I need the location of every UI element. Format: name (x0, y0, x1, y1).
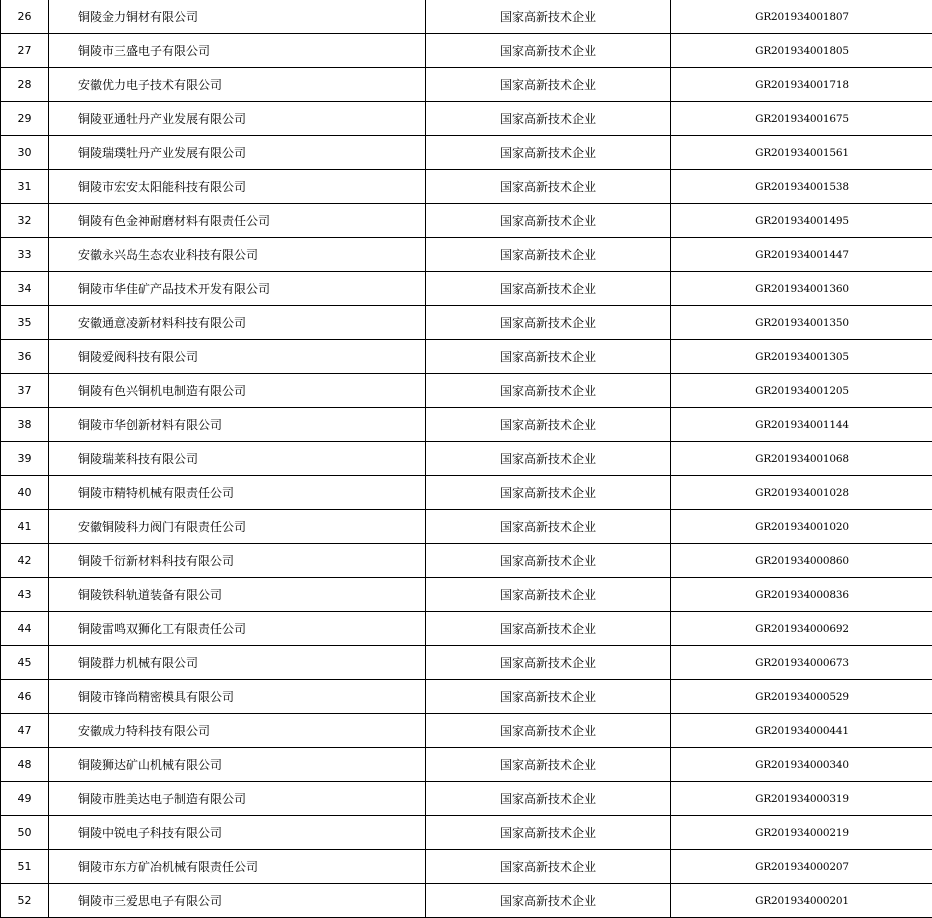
enterprise-type-cell: 国家高新技术企业 (426, 34, 671, 68)
certificate-number-cell: GR201934000860 (671, 544, 932, 578)
table-row (1, 136, 932, 170)
enterprise-type-cell: 国家高新技术企业 (426, 714, 671, 748)
company-name-cell: 铜陵市宏安太阳能科技有限公司 (49, 170, 426, 204)
certificate-number-cell: GR201934001028 (671, 476, 932, 510)
row-number-cell: 40 (1, 476, 49, 510)
certificate-number-cell: GR201934001068 (671, 442, 932, 476)
row-number-cell: 34 (1, 272, 49, 306)
table-row (1, 612, 932, 646)
certificate-number-cell: GR201934001360 (671, 272, 932, 306)
company-name-cell: 铜陵爱阀科技有限公司 (49, 340, 426, 374)
company-name-cell: 铜陵雷鸣双狮化工有限责任公司 (49, 612, 426, 646)
certificate-number-cell: GR201934001718 (671, 68, 932, 102)
enterprise-type-cell: 国家高新技术企业 (426, 272, 671, 306)
row-number-cell: 46 (1, 680, 49, 714)
certificate-number-cell: GR201934001020 (671, 510, 932, 544)
company-name-cell: 铜陵亚通牡丹产业发展有限公司 (49, 102, 426, 136)
table-row (1, 306, 932, 340)
table-row (1, 748, 932, 782)
table-row (1, 408, 932, 442)
company-name-cell: 铜陵市华佳矿产品技术开发有限公司 (49, 272, 426, 306)
row-number-cell: 38 (1, 408, 49, 442)
certificate-number-cell: GR201934001561 (671, 136, 932, 170)
company-name-cell: 铜陵瑞璞牡丹产业发展有限公司 (49, 136, 426, 170)
enterprise-type-cell: 国家高新技术企业 (426, 612, 671, 646)
row-number-cell: 29 (1, 102, 49, 136)
company-name-cell: 铜陵市三盛电子有限公司 (49, 34, 426, 68)
enterprise-type-cell: 国家高新技术企业 (426, 0, 671, 34)
enterprise-type-cell: 国家高新技术企业 (426, 680, 671, 714)
company-name-cell: 铜陵金力铜材有限公司 (49, 0, 426, 34)
row-number-cell: 41 (1, 510, 49, 544)
table-row (1, 850, 932, 884)
row-number-cell: 47 (1, 714, 49, 748)
table-row (1, 544, 932, 578)
certificate-number-cell: GR201934001305 (671, 340, 932, 374)
company-name-cell: 安徽铜陵科力阀门有限责任公司 (49, 510, 426, 544)
certificate-number-cell: GR201934000441 (671, 714, 932, 748)
enterprise-type-cell: 国家高新技术企业 (426, 578, 671, 612)
row-number-cell: 43 (1, 578, 49, 612)
certificate-number-cell: GR201934000201 (671, 884, 932, 918)
enterprise-type-cell: 国家高新技术企业 (426, 850, 671, 884)
table-row (1, 816, 932, 850)
table-row (1, 442, 932, 476)
enterprise-type-cell: 国家高新技术企业 (426, 136, 671, 170)
row-number-cell: 37 (1, 374, 49, 408)
certificate-number-cell: GR201934000207 (671, 850, 932, 884)
certificate-number-cell: GR201934001350 (671, 306, 932, 340)
table-row (1, 884, 932, 918)
table-row (1, 646, 932, 680)
enterprise-type-cell: 国家高新技术企业 (426, 306, 671, 340)
table-row (1, 578, 932, 612)
company-name-cell: 铜陵中锐电子科技有限公司 (49, 816, 426, 850)
company-name-cell: 安徽通意凌新材料科技有限公司 (49, 306, 426, 340)
enterprise-type-cell: 国家高新技术企业 (426, 102, 671, 136)
row-number-cell: 32 (1, 204, 49, 238)
certificate-number-cell: GR201934000319 (671, 782, 932, 816)
table-row (1, 714, 932, 748)
row-number-cell: 45 (1, 646, 49, 680)
table-row (1, 476, 932, 510)
company-name-cell: 铜陵狮达矿山机械有限公司 (49, 748, 426, 782)
certificate-number-cell: GR201934001495 (671, 204, 932, 238)
company-name-cell: 铜陵市三爱思电子有限公司 (49, 884, 426, 918)
certificate-number-cell: GR201934001538 (671, 170, 932, 204)
table-row (1, 34, 932, 68)
table-row (1, 204, 932, 238)
certificate-number-cell: GR201934001807 (671, 0, 932, 34)
company-name-cell: 铜陵有色金神耐磨材料有限责任公司 (49, 204, 426, 238)
company-name-cell: 铜陵市东方矿冶机械有限责任公司 (49, 850, 426, 884)
certificate-number-cell: GR201934000529 (671, 680, 932, 714)
row-number-cell: 39 (1, 442, 49, 476)
company-name-cell: 安徽优力电子技术有限公司 (49, 68, 426, 102)
company-name-cell: 铜陵市精特机械有限责任公司 (49, 476, 426, 510)
enterprise-type-cell: 国家高新技术企业 (426, 204, 671, 238)
table-row (1, 680, 932, 714)
enterprise-type-cell: 国家高新技术企业 (426, 170, 671, 204)
table-row (1, 0, 932, 34)
certificate-number-cell: GR201934001447 (671, 238, 932, 272)
table-row (1, 68, 932, 102)
row-number-cell: 50 (1, 816, 49, 850)
table-row (1, 340, 932, 374)
certificate-number-cell: GR201934000836 (671, 578, 932, 612)
certificate-number-cell: GR201934000340 (671, 748, 932, 782)
certificate-number-cell: GR201934001805 (671, 34, 932, 68)
company-name-cell: 铜陵群力机械有限公司 (49, 646, 426, 680)
row-number-cell: 35 (1, 306, 49, 340)
row-number-cell: 30 (1, 136, 49, 170)
row-number-cell: 42 (1, 544, 49, 578)
row-number-cell: 33 (1, 238, 49, 272)
enterprise-type-cell: 国家高新技术企业 (426, 646, 671, 680)
enterprise-type-cell: 国家高新技术企业 (426, 476, 671, 510)
row-number-cell: 48 (1, 748, 49, 782)
certificate-number-cell: GR201934000219 (671, 816, 932, 850)
enterprise-type-cell: 国家高新技术企业 (426, 374, 671, 408)
table-body (1, 0, 932, 918)
row-number-cell: 27 (1, 34, 49, 68)
table-row (1, 102, 932, 136)
row-number-cell: 31 (1, 170, 49, 204)
company-name-cell: 铜陵瑞莱科技有限公司 (49, 442, 426, 476)
row-number-cell: 26 (1, 0, 49, 34)
row-number-cell: 44 (1, 612, 49, 646)
enterprise-type-cell: 国家高新技术企业 (426, 442, 671, 476)
enterprise-type-cell: 国家高新技术企业 (426, 816, 671, 850)
row-number-cell: 51 (1, 850, 49, 884)
company-name-cell: 铜陵有色兴铜机电制造有限公司 (49, 374, 426, 408)
company-name-cell: 铜陵铁科轨道装备有限公司 (49, 578, 426, 612)
row-number-cell: 28 (1, 68, 49, 102)
company-name-cell: 铜陵市华创新材料有限公司 (49, 408, 426, 442)
certificate-number-cell: GR201934001144 (671, 408, 932, 442)
certificate-number-cell: GR201934000692 (671, 612, 932, 646)
enterprise-type-cell: 国家高新技术企业 (426, 510, 671, 544)
enterprise-type-cell: 国家高新技术企业 (426, 238, 671, 272)
enterprise-type-cell: 国家高新技术企业 (426, 340, 671, 374)
company-name-cell: 铜陵市胜美达电子制造有限公司 (49, 782, 426, 816)
certificate-number-cell: GR201934001205 (671, 374, 932, 408)
table-row (1, 374, 932, 408)
table-row (1, 272, 932, 306)
row-number-cell: 36 (1, 340, 49, 374)
row-number-cell: 52 (1, 884, 49, 918)
certificate-number-cell: GR201934000673 (671, 646, 932, 680)
enterprise-type-cell: 国家高新技术企业 (426, 782, 671, 816)
enterprise-type-cell: 国家高新技术企业 (426, 408, 671, 442)
company-name-cell: 铜陵千衍新材料科技有限公司 (49, 544, 426, 578)
enterprise-type-cell: 国家高新技术企业 (426, 748, 671, 782)
enterprise-type-cell: 国家高新技术企业 (426, 544, 671, 578)
table-row (1, 782, 932, 816)
enterprise-type-cell: 国家高新技术企业 (426, 884, 671, 918)
table-row (1, 238, 932, 272)
company-name-cell: 安徽永兴岛生态农业科技有限公司 (49, 238, 426, 272)
company-name-cell: 安徽成力特科技有限公司 (49, 714, 426, 748)
table-row (1, 510, 932, 544)
row-number-cell: 49 (1, 782, 49, 816)
certificate-number-cell: GR201934001675 (671, 102, 932, 136)
enterprise-type-cell: 国家高新技术企业 (426, 68, 671, 102)
table-row (1, 170, 932, 204)
company-name-cell: 铜陵市锋尚精密模具有限公司 (49, 680, 426, 714)
